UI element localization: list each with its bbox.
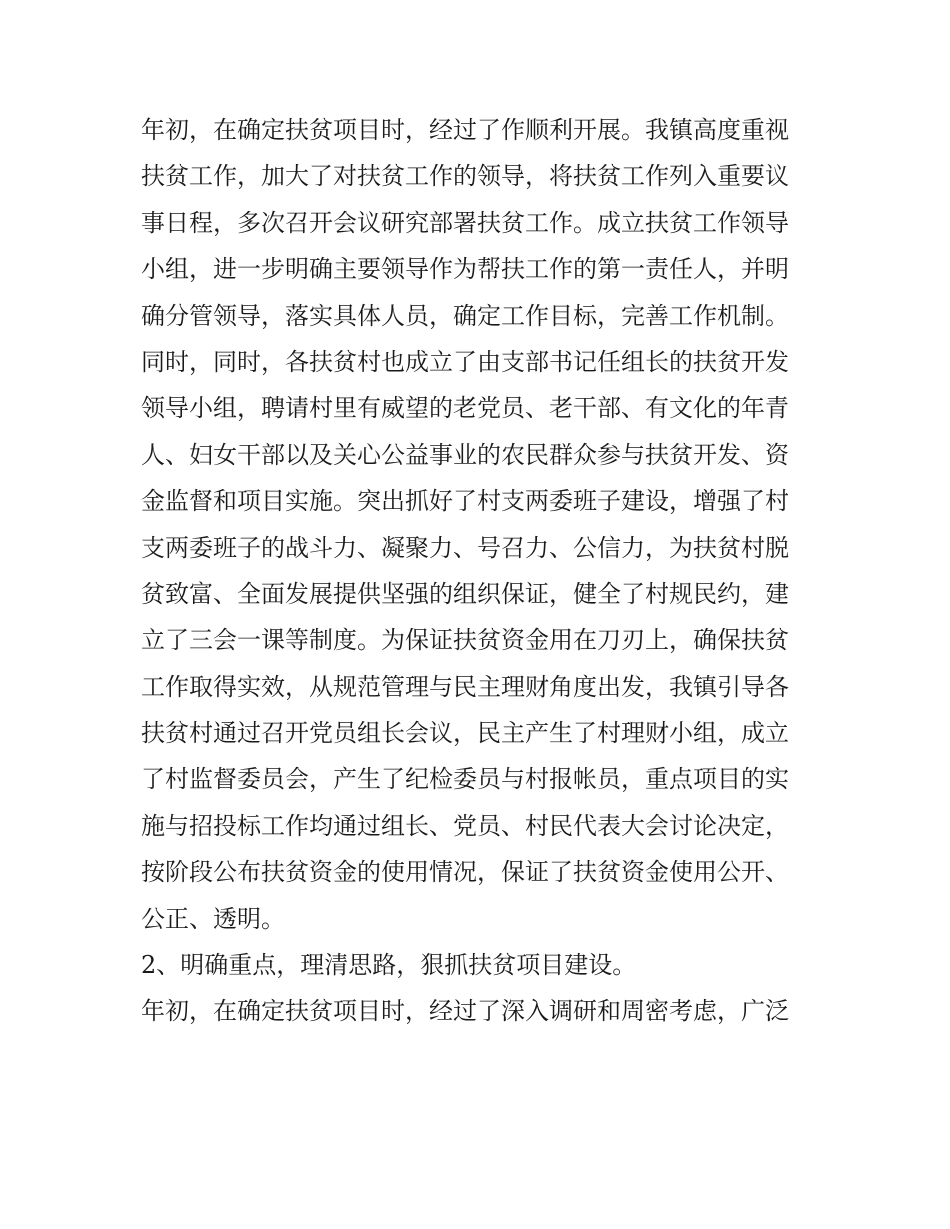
text-line: 事日程，多次召开会议研究部署扶贫工作。成立扶贫工作领导	[141, 208, 789, 237]
text-line: 同时，同时，各扶贫村也成立了由支部书记任组长的扶贫开发	[141, 347, 789, 376]
text-line: 扶贫村通过召开党员组长会议，民主产生了村理财小组，成立	[141, 719, 789, 748]
text-line: 人、妇女干部以及关心公益事业的农民群众参与扶贫开发、资	[141, 440, 789, 469]
text-line: 扶贫工作，加大了对扶贫工作的领导，将扶贫工作列入重要议	[141, 162, 789, 191]
text-line: 年初，在确定扶贫项目时，经过了作顺利开展。我镇高度重视	[141, 116, 789, 144]
text-line: 施与招投标工作均通过组长、党员、村民代表大会讨论决定，	[141, 811, 789, 840]
section-heading: 2、明确重点，理清思路，狠抓扶贫项目建设。	[141, 951, 637, 980]
body-text	[141, 107, 821, 1035]
text-line: 工作取得实效，从规范管理与民主理财角度出发，我镇引导各	[141, 672, 789, 701]
text-line: 支两委班子的战斗力、凝聚力、号召力、公信力，为扶贫村脱	[141, 533, 789, 562]
text-line: 公正、透明。	[141, 904, 285, 933]
text-line: 贫致富、全面发展提供坚强的组织保证，健全了村规民约，建	[141, 579, 789, 608]
text-line: 年初，在确定扶贫项目时，经过了深入调研和周密考虑，广泛	[141, 997, 789, 1026]
text-line: 立了三会一课等制度。为保证扶贫资金用在刀刃上，确保扶贫	[141, 626, 789, 655]
text-line: 按阶段公布扶贫资金的使用情况，保证了扶贫资金使用公开、	[141, 858, 789, 887]
text-line: 确分管领导，落实具体人员，确定工作目标，完善工作机制。	[141, 301, 789, 330]
text-line: 小组，进一步明确主要领导作为帮扶工作的第一责任人，并明	[141, 255, 789, 284]
text-line: 了村监督委员会，产生了纪检委员与村报帐员，重点项目的实	[141, 765, 789, 794]
text-line: 金监督和项目实施。突出抓好了村支两委班子建设，增强了村	[141, 487, 789, 516]
text-line: 领导小组，聘请村里有威望的老党员、老干部、有文化的年青	[141, 394, 789, 423]
